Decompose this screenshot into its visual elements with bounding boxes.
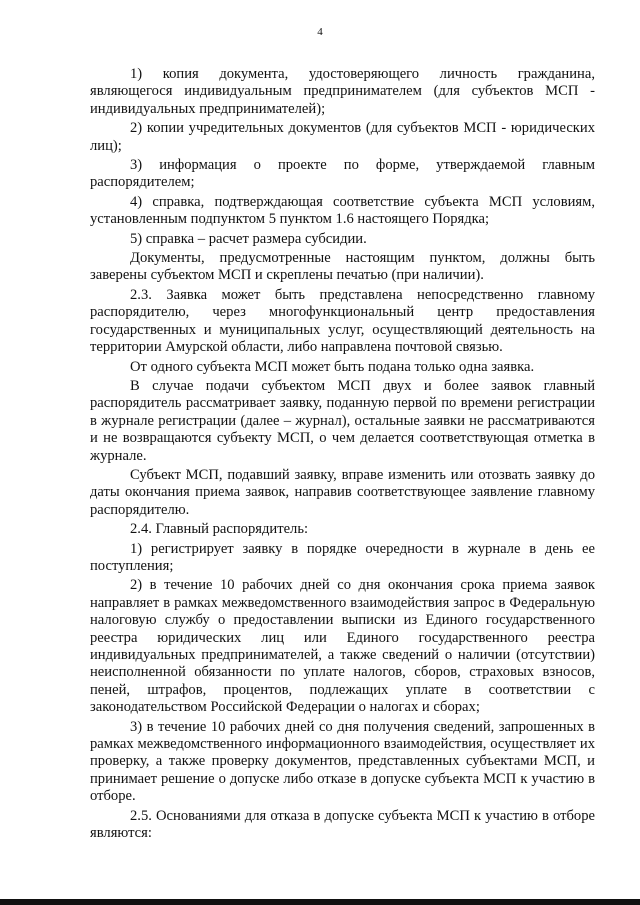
paragraph-item-1: 1) копия документа, удостоверяющего личность гражданина, являющегося индивидуальным предпринимателем (для субъектов МСП - индивидуальных предпринимателей);	[90, 66, 595, 117]
paragraph-withdraw: Субъект МСП, подавший заявку, вправе изменить или отозвать заявку до даты окончания приема заявок, направив соответствующее заявление главному распорядителю.	[90, 466, 595, 518]
paragraph-2-4: 2.4. Главный распорядитель:	[130, 521, 309, 538]
paragraph-multiple-applications: В случае подачи субъектом МСП двух и более заявок главный распорядитель рассматривает заявку, поданную первой по времени регистрации в журнале регистрации (далее – журнал), остальные заявки не рассматриваются и не возвращаются субъекту МСП, о чем делается соответствующая отметка в журнале.	[90, 377, 595, 464]
paragraph-2-4-item-2: 2) в течение 10 рабочих дней со дня окончания срока приема заявок направляет в рамках межведомственного взаимодействия запрос в Федеральную налоговую службу о предоставлении выписки из Единого государственного реестра юридических лиц или Единого государственного реестра индивидуальных предпринимателей, а также сведений о наличии (отсутствии) неисполненной обязанности по уплате налогов, сборов, страховых взносов, пеней, штрафов, процентов, подлежащих уплате в соответствии с законодательством Российской Федерации о налогах и сборах;	[90, 577, 595, 716]
scan-bottom-edge	[0, 899, 640, 905]
paragraph-item-2: 2) копии учредительных документов (для субъектов МСП - юридических лиц);	[90, 120, 595, 154]
document-body	[90, 66, 595, 844]
paragraph-one-application: От одного субъекта МСП может быть подана только одна заявка.	[130, 358, 535, 375]
paragraph-certification: Документы, предусмотренные настоящим пунктом, должны быть заверены субъектом МСП и скреплены печатью (при наличии).	[90, 250, 595, 284]
paragraph-item-4: 4) справка, подтверждающая соответствие субъекта МСП условиям, установленным подпунктом 5 пунктом 1.6 настоящего Порядка;	[90, 193, 595, 228]
paragraph-item-3: 3) информация о проекте по форме, утверждаемой главным распорядителем;	[90, 157, 595, 191]
paragraph-2-5: 2.5. Основаниями для отказа в допуске субъекта МСП к участию в отборе являются:	[90, 807, 595, 842]
paragraph-2-4-item-1: 1) регистрирует заявку в порядке очередности в журнале в день ее поступления;	[90, 540, 595, 574]
page-number: 4	[317, 26, 323, 38]
paragraph-item-5: 5) справка – расчет размера субсидии.	[130, 230, 367, 247]
paragraph-2-4-item-3: 3) в течение 10 рабочих дней со дня получения сведений, запрошенных в рамках межведомственного информационного взаимодействия, осуществляет их проверку, а также проверку документов, представленных субъектами МСП, и принимает решение о допуске либо отказе в допуске субъекта МСП к участию в отборе.	[90, 718, 595, 805]
paragraph-2-3: 2.3. Заявка может быть представлена непосредственно главному распорядителю, через многофункциональный центр предоставления государственных и муниципальных услуг, осуществляющий деятельность на территории Амурской области, либо направлена почтовой связью.	[90, 286, 595, 356]
